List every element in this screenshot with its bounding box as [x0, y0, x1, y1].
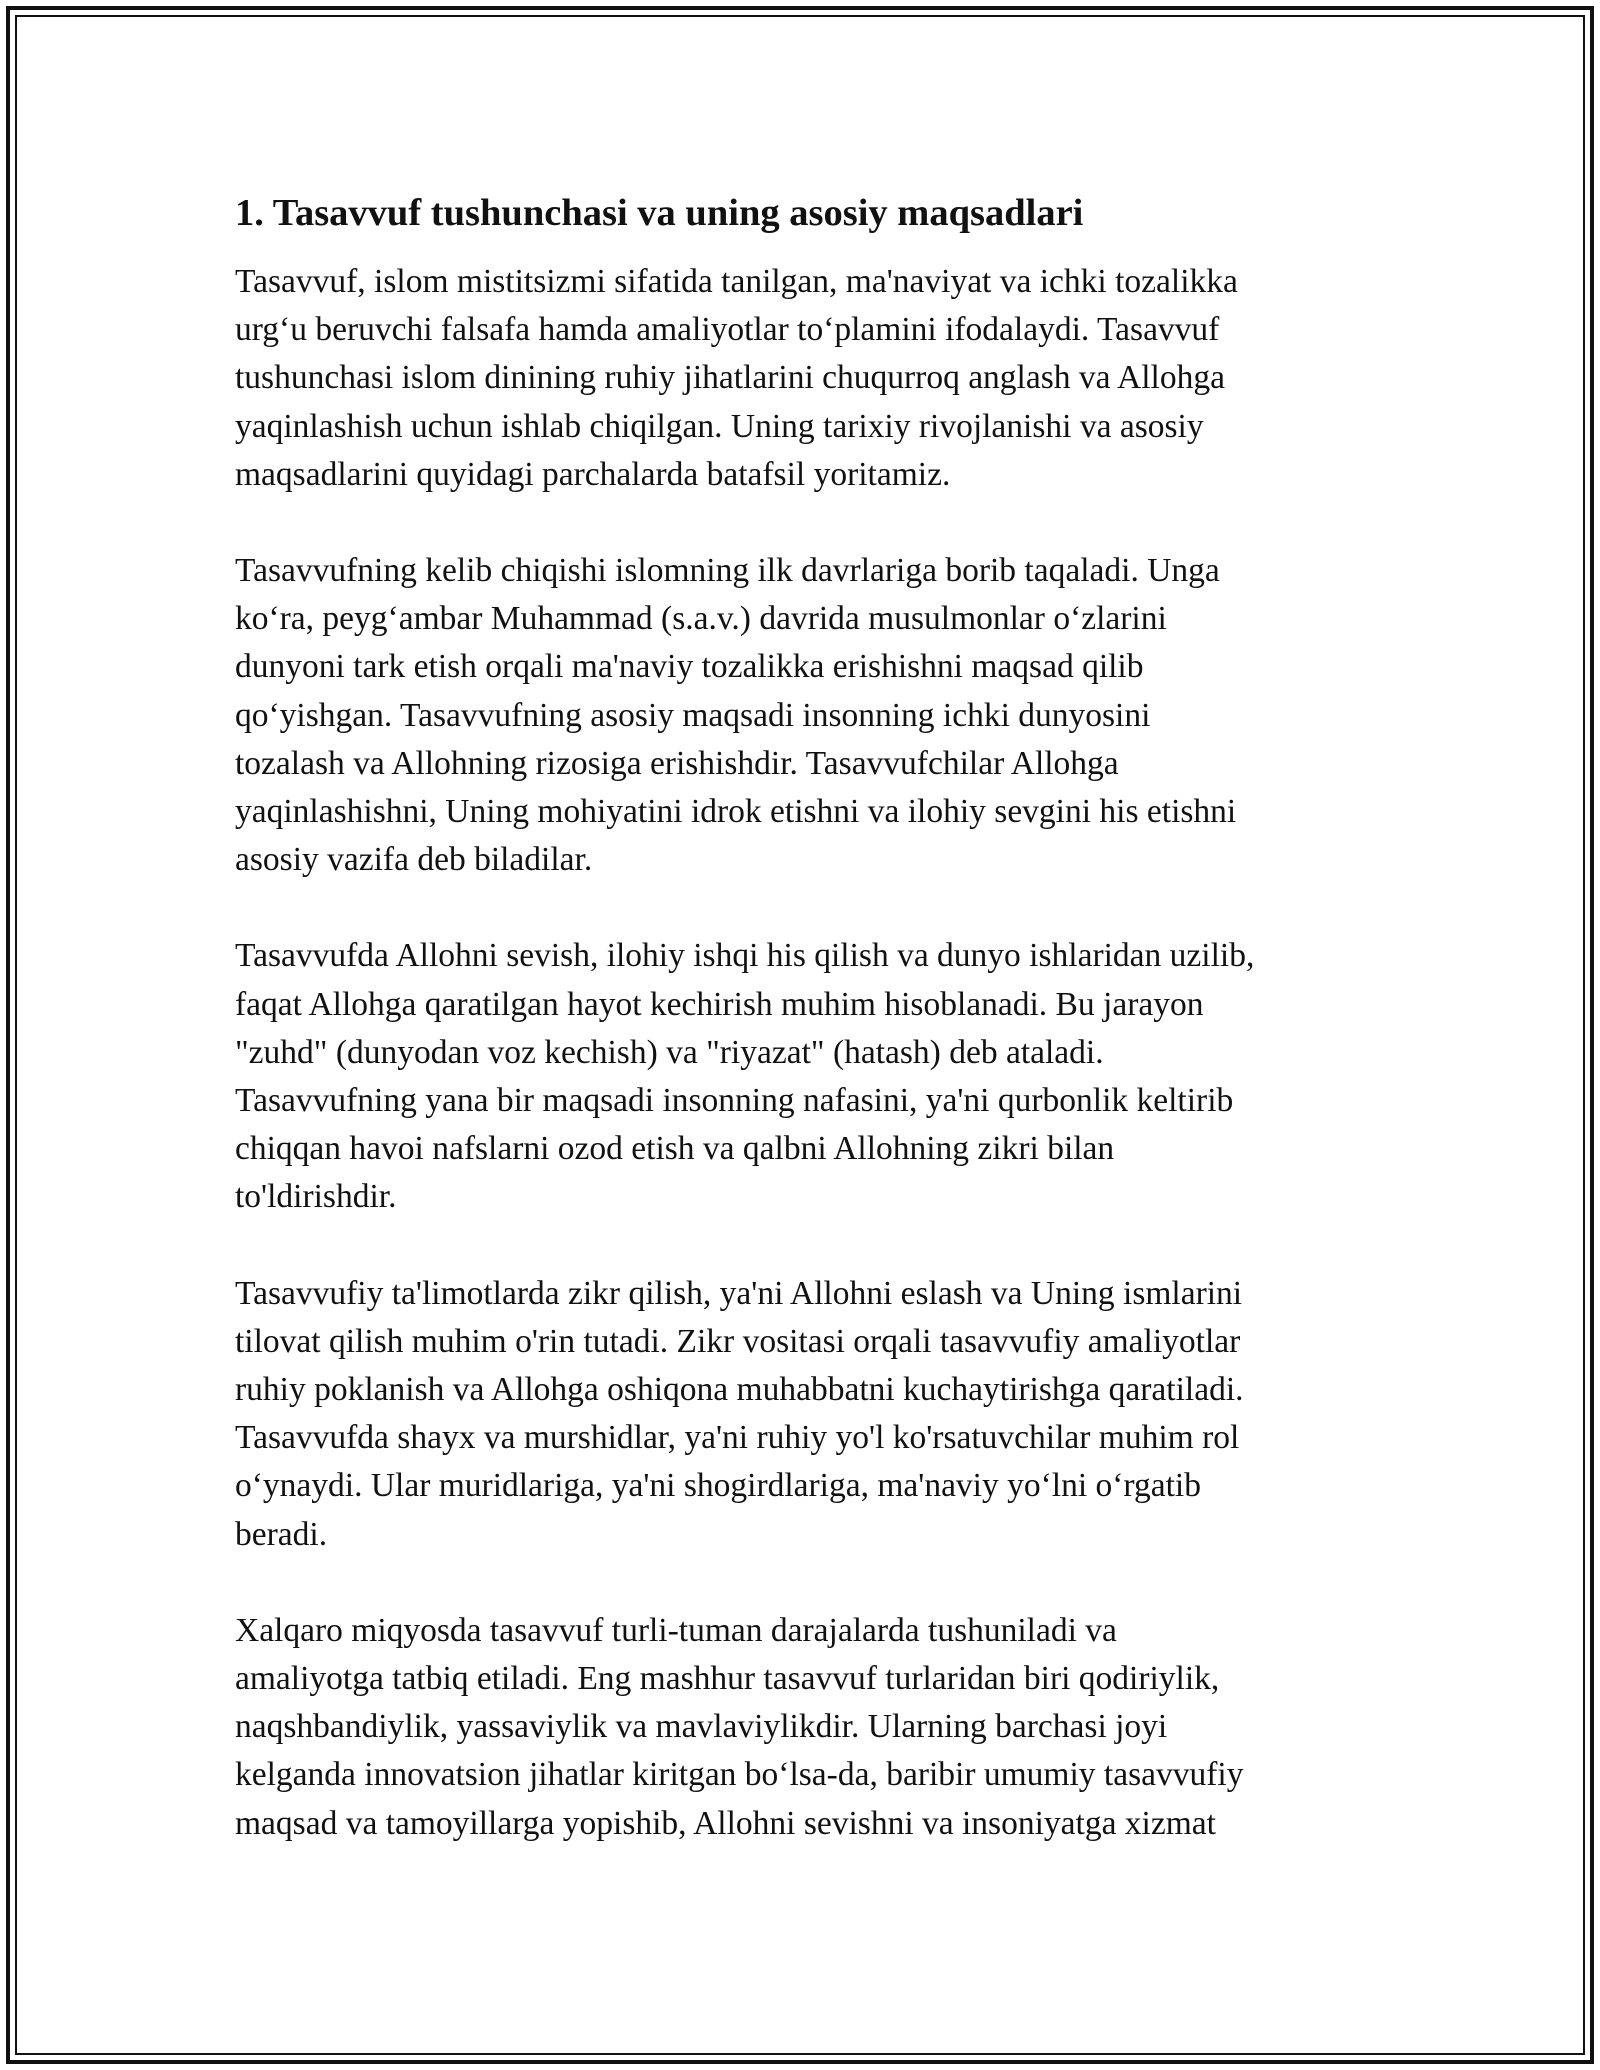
paragraph-line: naqshbandiylik, yassaviylik va mavlaviylikdir. Ularning barchasi joyi — [235, 1708, 1168, 1746]
paragraph-line: tilovat qilish muhim o'rin tutadi. Zikr vositasi orqali tasavvufiy amaliyotlar — [235, 1322, 1241, 1360]
paragraph-line: yaqinlashish uchun ishlab chiqilgan. Uning tarixiy rivojlanishi va asosiy — [235, 407, 1204, 445]
paragraph-line: asosiy vazifa deb biladilar. — [235, 841, 593, 879]
document-body — [235, 188, 1370, 1896]
paragraph — [235, 1607, 1370, 1848]
section-heading: 1. Tasavvuf tushunchasi va uning asosiy maqsadlari — [235, 192, 1084, 234]
paragraph-line: Tasavvuf, islom mistitsizmi sifatida tanilgan, ma'naviyat va ichki tozalikka — [235, 263, 1238, 300]
paragraph-line: tushunchasi islom dinining ruhiy jihatlarini chuqurroq anglash va Allohga — [235, 359, 1225, 397]
paragraph-line: Tasavvufda Allohni sevish, ilohiy ishqi his qilish va dunyo ishlaridan uzilib, — [235, 937, 1255, 975]
paragraph-line: to'ldirishdir. — [235, 1178, 397, 1216]
paragraph-line: Tasavvufning yana bir maqsadi insonning nafasini, ya'ni qurbonlik keltirib — [235, 1082, 1234, 1120]
paragraph-line: urg‘u beruvchi falsafa hamda amaliyotlar to‘plamini ifodalaydi. Tasavvuf — [235, 311, 1220, 349]
paragraph-line: qo‘yishgan. Tasavvufning asosiy maqsadi insonning ichki dunyosini — [235, 696, 1151, 734]
paragraph-line: chiqqan havoi nafslarni ozod etish va qalbni Allohning zikri bilan — [235, 1130, 1115, 1168]
paragraph-line: "zuhd" (dunyodan voz kechish) va "riyazat" (hatash) deb ataladi. — [235, 1033, 1104, 1071]
paragraph-line: ruhiy poklanish va Allohga oshiqona muhabbatni kuchaytirishga qaratiladi. — [235, 1371, 1244, 1409]
paragraph-line: Tasavvufda shayx va murshidlar, ya'ni ruhiy yo'l ko'rsatuvchilar muhim rol — [235, 1419, 1240, 1457]
paragraph — [235, 1270, 1370, 1559]
paragraph-line: Tasavvufiy ta'limotlarda zikr qilish, ya'ni Allohni eslash va Uning ismlarini — [235, 1274, 1243, 1312]
paragraph-line: o‘ynaydi. Ular muridlariga, ya'ni shogirdlariga, ma'naviy yo‘lni o‘rgatib — [235, 1467, 1201, 1505]
paragraph-line: maqsad va tamoyillarga yopishib, Allohni sevishni va insoniyatga xizmat — [235, 1804, 1216, 1842]
paragraph-line: ko‘ra, peyg‘ambar Muhammad (s.a.v.) davrida musulmonlar o‘zlarini — [235, 600, 1167, 638]
paragraph-line: dunyoni tark etish orqali ma'naviy tozalikka erishishni maqsad qilib — [235, 648, 1144, 686]
paragraph-line: faqat Allohga qaratilgan hayot kechirish muhim hisoblanadi. Bu jarayon — [235, 985, 1204, 1023]
paragraph — [235, 547, 1370, 884]
paragraph-line: tozalash va Allohning rizosiga erishishdir. Tasavvufchilar Allohga — [235, 744, 1119, 782]
paragraph — [235, 932, 1370, 1221]
paragraph — [235, 258, 1370, 499]
paragraph-line: amaliyotga tatbiq etiladi. Eng mashhur tasavvuf turlaridan biri qodiriylik, — [235, 1660, 1220, 1698]
paragraph-line: maqsadlarini quyidagi parchalarda batafsil yoritamiz. — [235, 455, 951, 493]
paragraph-list — [235, 258, 1370, 1848]
paragraph-line: yaqinlashishni, Uning mohiyatini idrok etishni va ilohiy sevgini his etishni — [235, 793, 1237, 831]
paragraph-line: Xalqaro miqyosda tasavvuf turli-tuman darajalarda tushuniladi va — [235, 1611, 1117, 1649]
paragraph-line: beradi. — [235, 1515, 328, 1553]
paragraph-line: Tasavvufning kelib chiqishi islomning ilk davrlariga borib taqaladi. Unga — [235, 552, 1220, 590]
paragraph-line: kelganda innovatsion jihatlar kiritgan bo‘lsa-da, baribir umumiy tasavvufiy — [235, 1756, 1244, 1794]
